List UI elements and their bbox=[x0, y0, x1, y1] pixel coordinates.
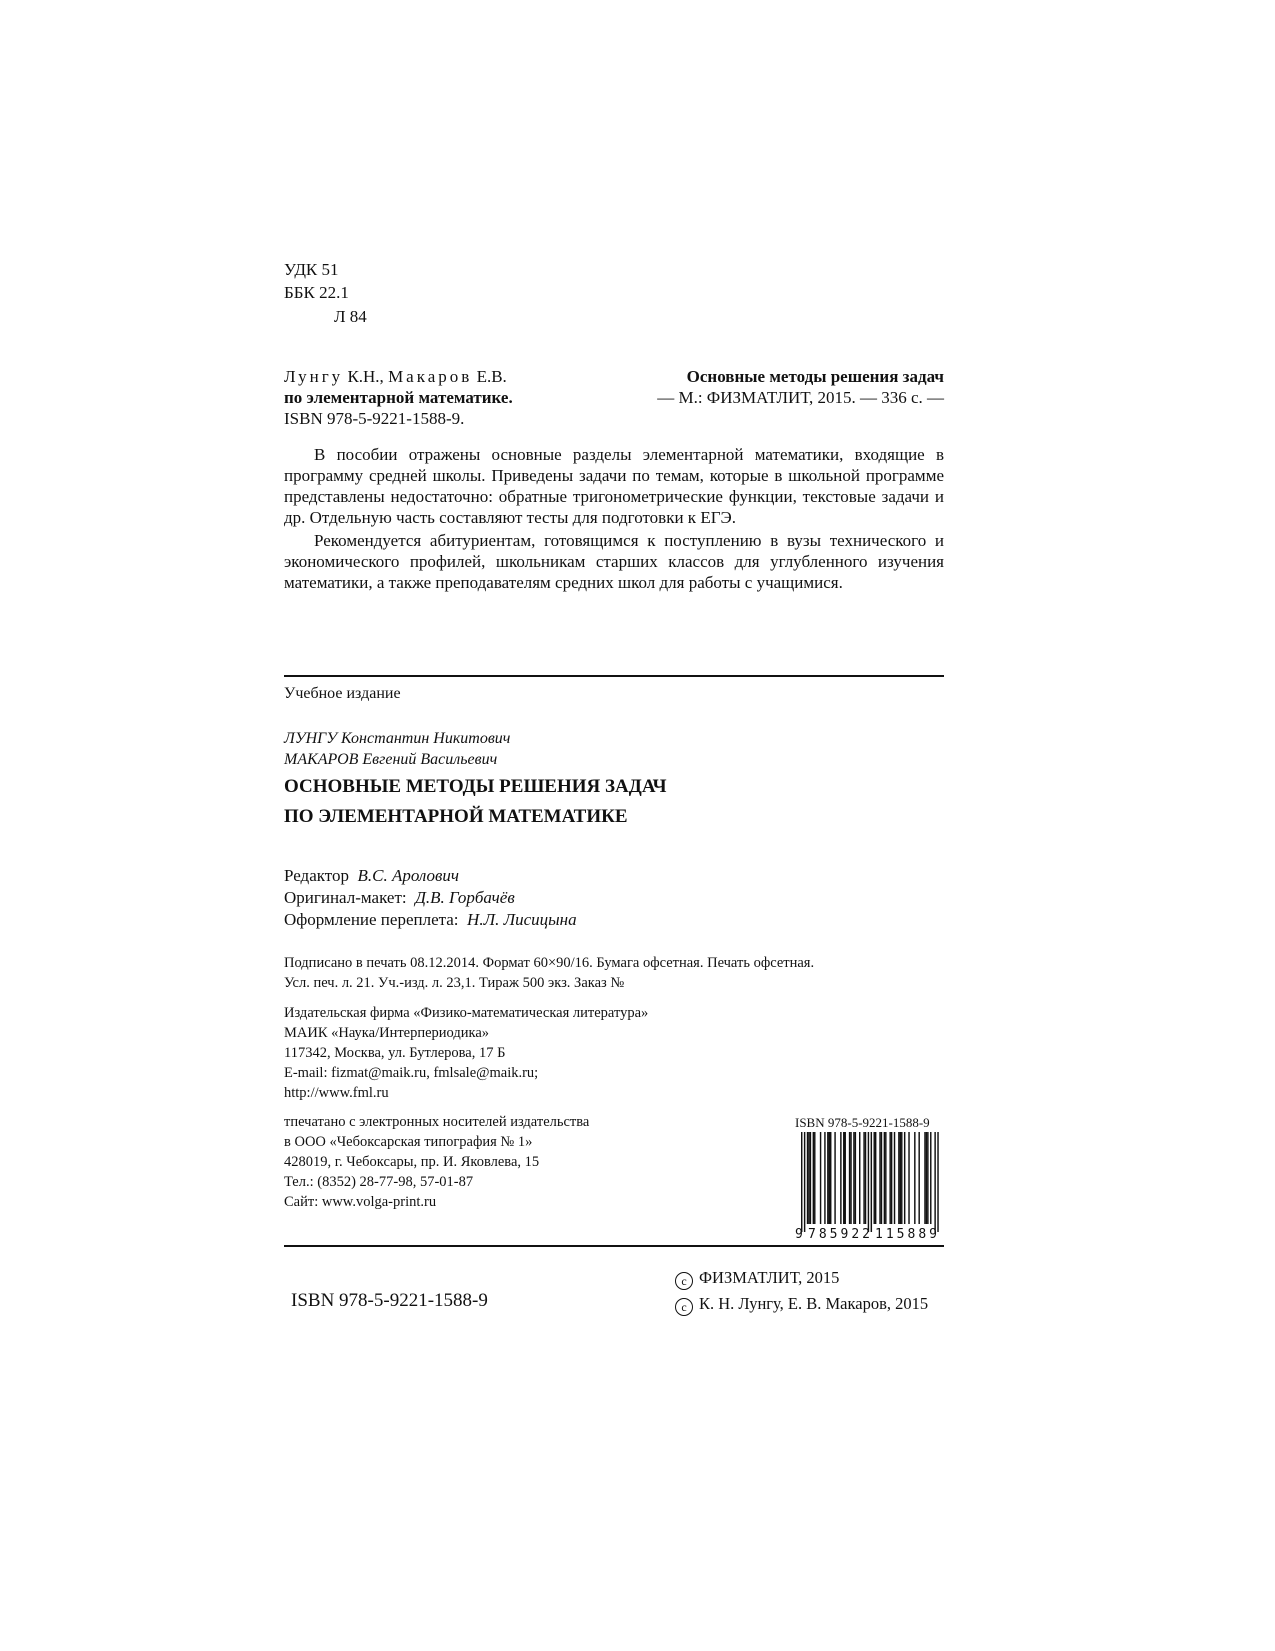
barcode-isbn-label: ISBN 978-5-9221-1588-9 bbox=[795, 1115, 930, 1130]
copyright-icon: c bbox=[675, 1272, 693, 1290]
bib-isbn: ISBN 978-5-9221-1588-9. bbox=[284, 409, 465, 428]
barcode-bar bbox=[879, 1132, 880, 1224]
barcode-bar bbox=[868, 1132, 869, 1232]
barcode-bar bbox=[930, 1132, 931, 1224]
barcode-bar bbox=[885, 1132, 886, 1224]
barcode-bar bbox=[827, 1132, 828, 1224]
print-info-line-1: Подписано в печать 08.12.2014. Формат 60×90/16. Бумага офсетная. Печать офсетная. bbox=[284, 955, 815, 971]
bib-title-part1: Основные методы решения задач bbox=[686, 367, 944, 386]
copyright-text: ФИЗМАТЛИТ, 2015 bbox=[699, 1268, 840, 1287]
barcode-bar bbox=[898, 1132, 899, 1224]
credit-person: Н.Л. Лисицына bbox=[467, 910, 577, 929]
credit-person: В.С. Аролович bbox=[357, 866, 460, 885]
barcode-bar bbox=[891, 1132, 892, 1224]
barcode-bar bbox=[810, 1132, 811, 1224]
publisher-line-1: Издательская фирма «Физико-математическая литература» bbox=[284, 1005, 649, 1021]
author2-surname: Макаров bbox=[388, 367, 473, 386]
barcode-bar bbox=[865, 1132, 866, 1224]
credit-layout bbox=[284, 889, 515, 906]
printer-line-2: в ООО «Чебоксарская типография № 1» bbox=[284, 1134, 533, 1150]
bibliographic-entry bbox=[284, 366, 944, 429]
barcode-bar bbox=[934, 1132, 935, 1232]
barcode-bar bbox=[850, 1132, 851, 1224]
author-mark: Л 84 bbox=[334, 307, 367, 326]
barcode-bar bbox=[830, 1132, 831, 1224]
printer-phone: Тел.: (8352) 28-77-98, 57-01-87 bbox=[284, 1174, 474, 1190]
credit-person: Д.В. Горбачёв bbox=[415, 888, 515, 907]
publisher-email: E-mail: fizmat@maik.ru, fmlsale@maik.ru; bbox=[284, 1065, 539, 1081]
barcode-bar bbox=[859, 1132, 860, 1224]
barcode-bar bbox=[820, 1132, 821, 1224]
barcode-bar bbox=[937, 1132, 938, 1232]
barcode-bar bbox=[884, 1132, 885, 1224]
credit-cover bbox=[284, 911, 577, 928]
barcode-bar bbox=[918, 1132, 919, 1224]
barcode-bar bbox=[900, 1132, 901, 1224]
copyright-publisher bbox=[675, 1268, 839, 1290]
barcode-bar bbox=[840, 1132, 841, 1224]
publisher-line-3: 117342, Москва, ул. Бутлерова, 17 Б bbox=[284, 1045, 506, 1061]
book-title-line-1: ОСНОВНЫЕ МЕТОДЫ РЕШЕНИЯ ЗАДАЧ bbox=[284, 776, 667, 797]
barcode-bar bbox=[814, 1132, 815, 1224]
copyright-icon: c bbox=[675, 1298, 693, 1316]
abstract-paragraph-1: В пособии отражены основные разделы элементарной математики, входящие в программу средней школы. Приведены задачи по темам, которые в школьной программе представлены недостаточно: обратные тригонометрические функции, текстовые задачи и др. Отдельную часть составляют тесты для подготовки к ЕГЭ. bbox=[284, 445, 944, 527]
barcode-first-digit: 9 bbox=[795, 1227, 803, 1240]
publisher-line-2: МАИК «Наука/Интерпериодика» bbox=[284, 1025, 490, 1041]
author1-surname: Лунгу bbox=[284, 367, 344, 386]
barcode-bar bbox=[834, 1132, 835, 1224]
barcode-bar bbox=[894, 1132, 895, 1224]
barcode-bar bbox=[863, 1132, 864, 1224]
barcode-bar bbox=[901, 1132, 902, 1224]
barcode-bar bbox=[874, 1132, 875, 1224]
barcode-bar bbox=[804, 1132, 805, 1232]
author-full-name-1: ЛУНГУ Константин Никитович bbox=[284, 730, 511, 747]
print-info-line-2: Усл. печ. л. 21. Уч.-изд. л. 23,1. Тираж 500 экз. Заказ № bbox=[284, 975, 625, 991]
barcode-bar bbox=[926, 1132, 927, 1224]
barcode-bar bbox=[875, 1132, 876, 1224]
barcode-bar bbox=[871, 1132, 872, 1232]
barcode-bar bbox=[807, 1132, 808, 1224]
barcode-bar bbox=[881, 1132, 882, 1224]
barcode-bar bbox=[914, 1132, 915, 1224]
top-divider bbox=[284, 675, 944, 677]
barcode-bar bbox=[908, 1132, 909, 1224]
bbk-code: ББК 22.1 bbox=[284, 283, 349, 302]
barcode-bar bbox=[853, 1132, 854, 1224]
barcode bbox=[795, 1132, 945, 1240]
udk-code: УДК 51 bbox=[284, 260, 339, 279]
abstract bbox=[284, 444, 944, 593]
edition-type: Учебное издание bbox=[284, 685, 401, 702]
credit-role: Оформление переплета: bbox=[284, 910, 459, 929]
printer-line-3: 428019, г. Чебоксары, пр. И. Яковлева, 15 bbox=[284, 1154, 540, 1170]
barcode-bar bbox=[845, 1132, 846, 1224]
bottom-divider bbox=[284, 1245, 944, 1247]
barcode-bar bbox=[927, 1132, 928, 1224]
barcode-bar bbox=[829, 1132, 830, 1224]
bottom-isbn: ISBN 978-5-9221-1588-9 bbox=[291, 1290, 488, 1311]
credit-editor bbox=[284, 867, 459, 884]
barcode-bar bbox=[849, 1132, 850, 1224]
barcode-bar bbox=[813, 1132, 814, 1224]
bib-title-part2: по элементарной математике. bbox=[284, 388, 513, 407]
barcode-digits-left: 785922 bbox=[808, 1227, 870, 1240]
barcode-bar bbox=[889, 1132, 890, 1224]
barcode-bar bbox=[924, 1132, 925, 1224]
barcode-bar bbox=[824, 1132, 825, 1224]
printer-line-1: тпечатано с электронных носителей издательства bbox=[284, 1114, 590, 1130]
copyright-authors bbox=[675, 1294, 928, 1316]
barcode-bar bbox=[801, 1132, 802, 1232]
book-title-line-2: ПО ЭЛЕМЕНТАРНОЙ МАТЕМАТИКЕ bbox=[284, 806, 628, 827]
author2-initials: Е.В. bbox=[476, 367, 507, 386]
author-full-name-2: МАКАРОВ Евгений Васильевич bbox=[284, 751, 498, 768]
author1-initials: К.Н., bbox=[347, 367, 384, 386]
copyright-text: К. Н. Лунгу, Е. В. Макаров, 2015 bbox=[699, 1294, 929, 1313]
credit-role: Редактор bbox=[284, 866, 349, 885]
credit-role: Оригинал-макет: bbox=[284, 888, 407, 907]
printer-website: Сайт: www.volga-print.ru bbox=[284, 1194, 437, 1210]
barcode-bar bbox=[808, 1132, 809, 1224]
abstract-paragraph-2: Рекомендуется абитуриентам, готовящимся к поступлению в вузы технического и экономического профилей, школьникам старших классов для углубленного изучения математики, а также преподавателям средних школ для работы с учащимися. bbox=[284, 531, 944, 592]
publisher-website: http://www.fml.ru bbox=[284, 1085, 389, 1101]
barcode-digits-right: 115889 bbox=[875, 1227, 937, 1240]
barcode-bar bbox=[843, 1132, 844, 1224]
bib-tail: — М.: ФИЗМАТЛИТ, 2015. — 336 с. — bbox=[657, 388, 944, 407]
barcode-bar bbox=[855, 1132, 856, 1224]
barcode-bar bbox=[904, 1132, 905, 1224]
